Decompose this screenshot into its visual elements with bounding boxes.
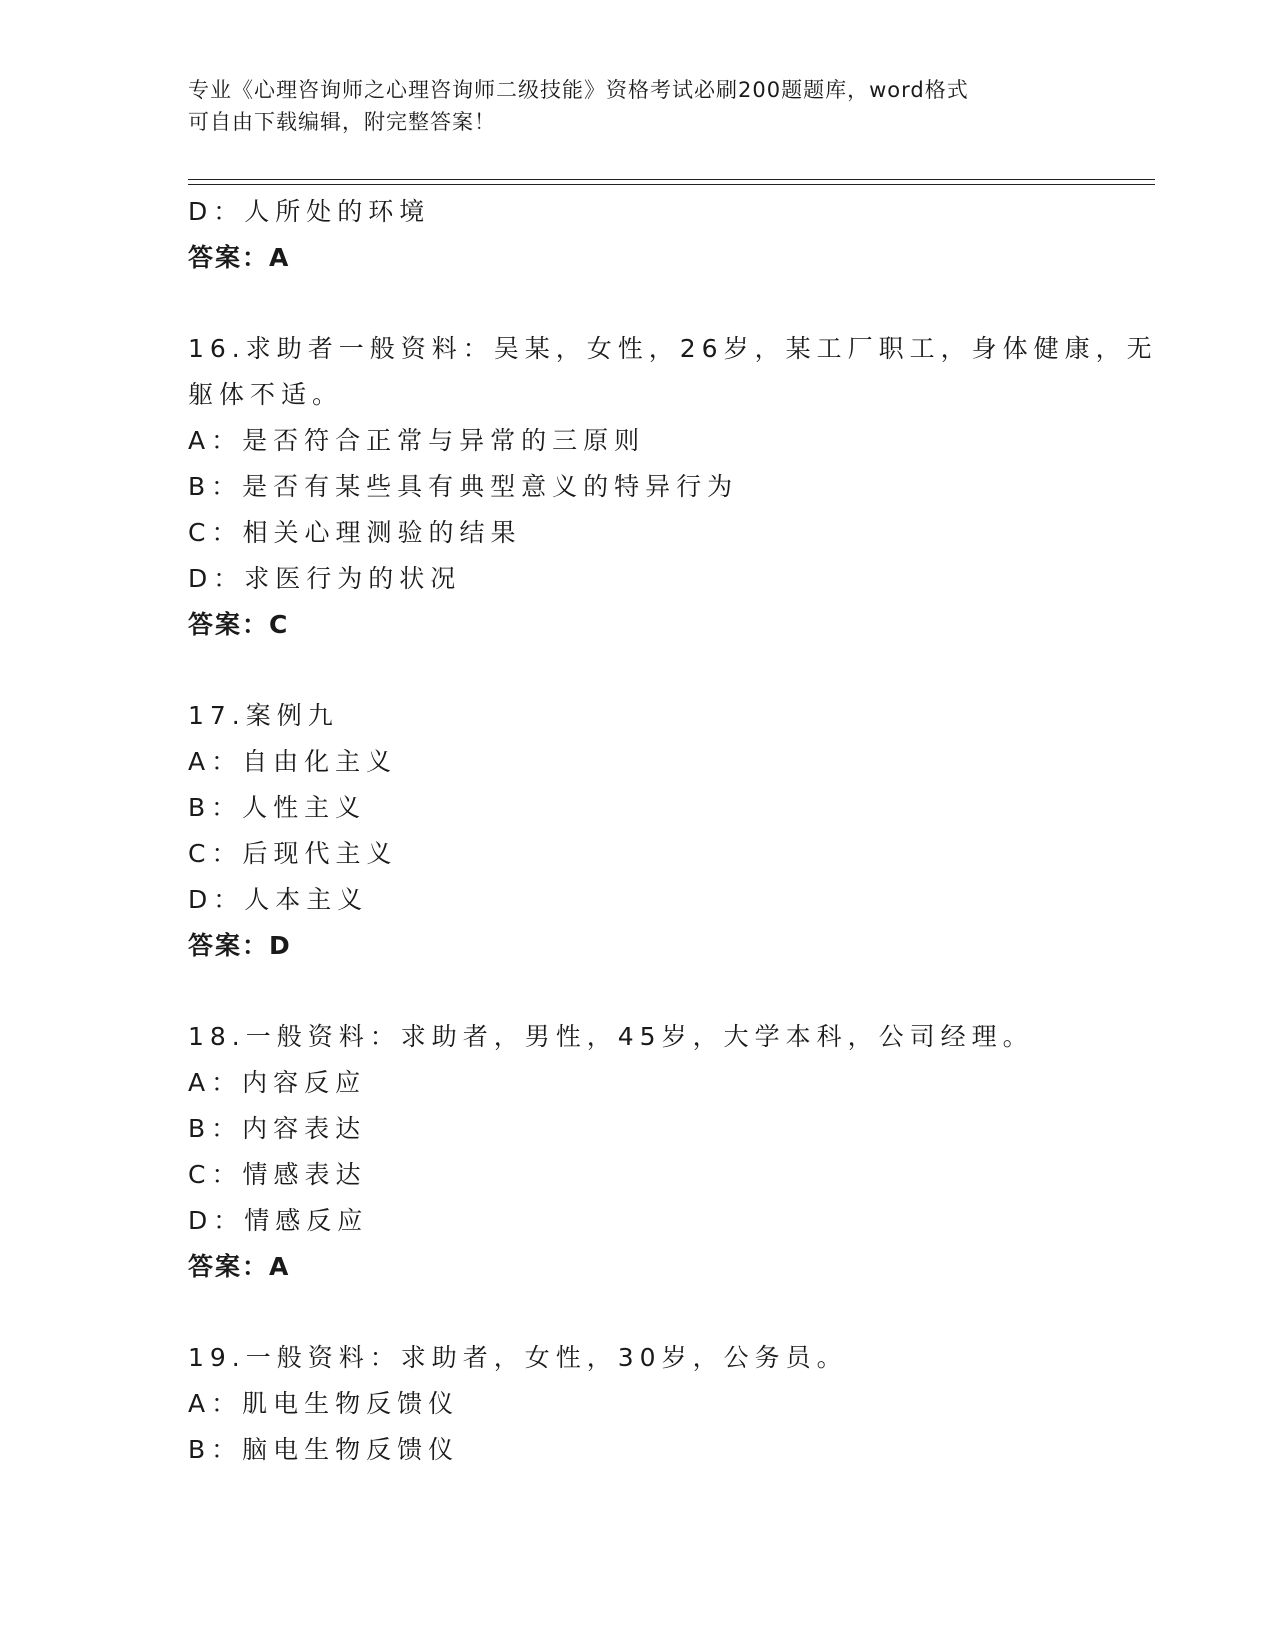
option-d: D：情感反应 xyxy=(188,1206,369,1235)
question-stem: 17.案例九 xyxy=(188,701,339,730)
option-b: B：人性主义 xyxy=(188,793,367,822)
question-17 xyxy=(188,693,1118,969)
document-body xyxy=(188,189,1158,1473)
option-d: D：求医行为的状况 xyxy=(188,564,462,593)
option-d: D：人所处的环境 xyxy=(188,197,431,226)
spacer xyxy=(188,648,1118,693)
option-c: C：后现代主义 xyxy=(188,839,398,868)
answer-line: 答案：A xyxy=(188,1252,291,1281)
spacer xyxy=(188,969,1118,1014)
answer-line: 答案：D xyxy=(188,931,292,960)
option-b: B：脑电生物反馈仪 xyxy=(188,1435,460,1464)
question-15-tail xyxy=(188,189,1118,281)
option-a: A：内容反应 xyxy=(188,1068,367,1097)
question-18 xyxy=(188,1014,1118,1290)
option-b: B：内容表达 xyxy=(188,1114,367,1143)
option-c: C：情感表达 xyxy=(188,1160,367,1189)
question-19 xyxy=(188,1335,1118,1473)
question-16 xyxy=(188,326,1158,648)
question-stem-continued: 躯体不适。 xyxy=(188,380,344,409)
document-header xyxy=(188,74,1068,138)
spacer xyxy=(188,281,1118,326)
spacer xyxy=(188,1290,1118,1335)
header-divider-top xyxy=(188,179,1155,180)
header-title-line-1: 专业《心理咨询师之心理咨询师二级技能》资格考试必刷200题题库，word格式 xyxy=(188,78,969,102)
question-stem: 19.一般资料：求助者，女性，30岁，公务员。 xyxy=(188,1343,848,1372)
header-divider-bottom xyxy=(188,184,1155,185)
answer-line: 答案：C xyxy=(188,610,290,639)
option-a: A：是否符合正常与异常的三原则 xyxy=(188,426,646,455)
option-c: C：相关心理测验的结果 xyxy=(188,518,522,547)
option-d: D：人本主义 xyxy=(188,885,369,914)
option-a: A：自由化主义 xyxy=(188,747,398,776)
answer-line: 答案：A xyxy=(188,243,291,272)
option-b: B：是否有某些具有典型意义的特异行为 xyxy=(188,472,739,501)
header-title-line-2: 可自由下载编辑，附完整答案！ xyxy=(188,110,496,134)
option-a: A：肌电生物反馈仪 xyxy=(188,1389,460,1418)
question-stem: 18.一般资料：求助者，男性，45岁，大学本科，公司经理。 xyxy=(188,1022,1034,1051)
question-stem: 16.求助者一般资料：吴某，女性，26岁，某工厂职工，身体健康，无 xyxy=(188,334,1158,363)
